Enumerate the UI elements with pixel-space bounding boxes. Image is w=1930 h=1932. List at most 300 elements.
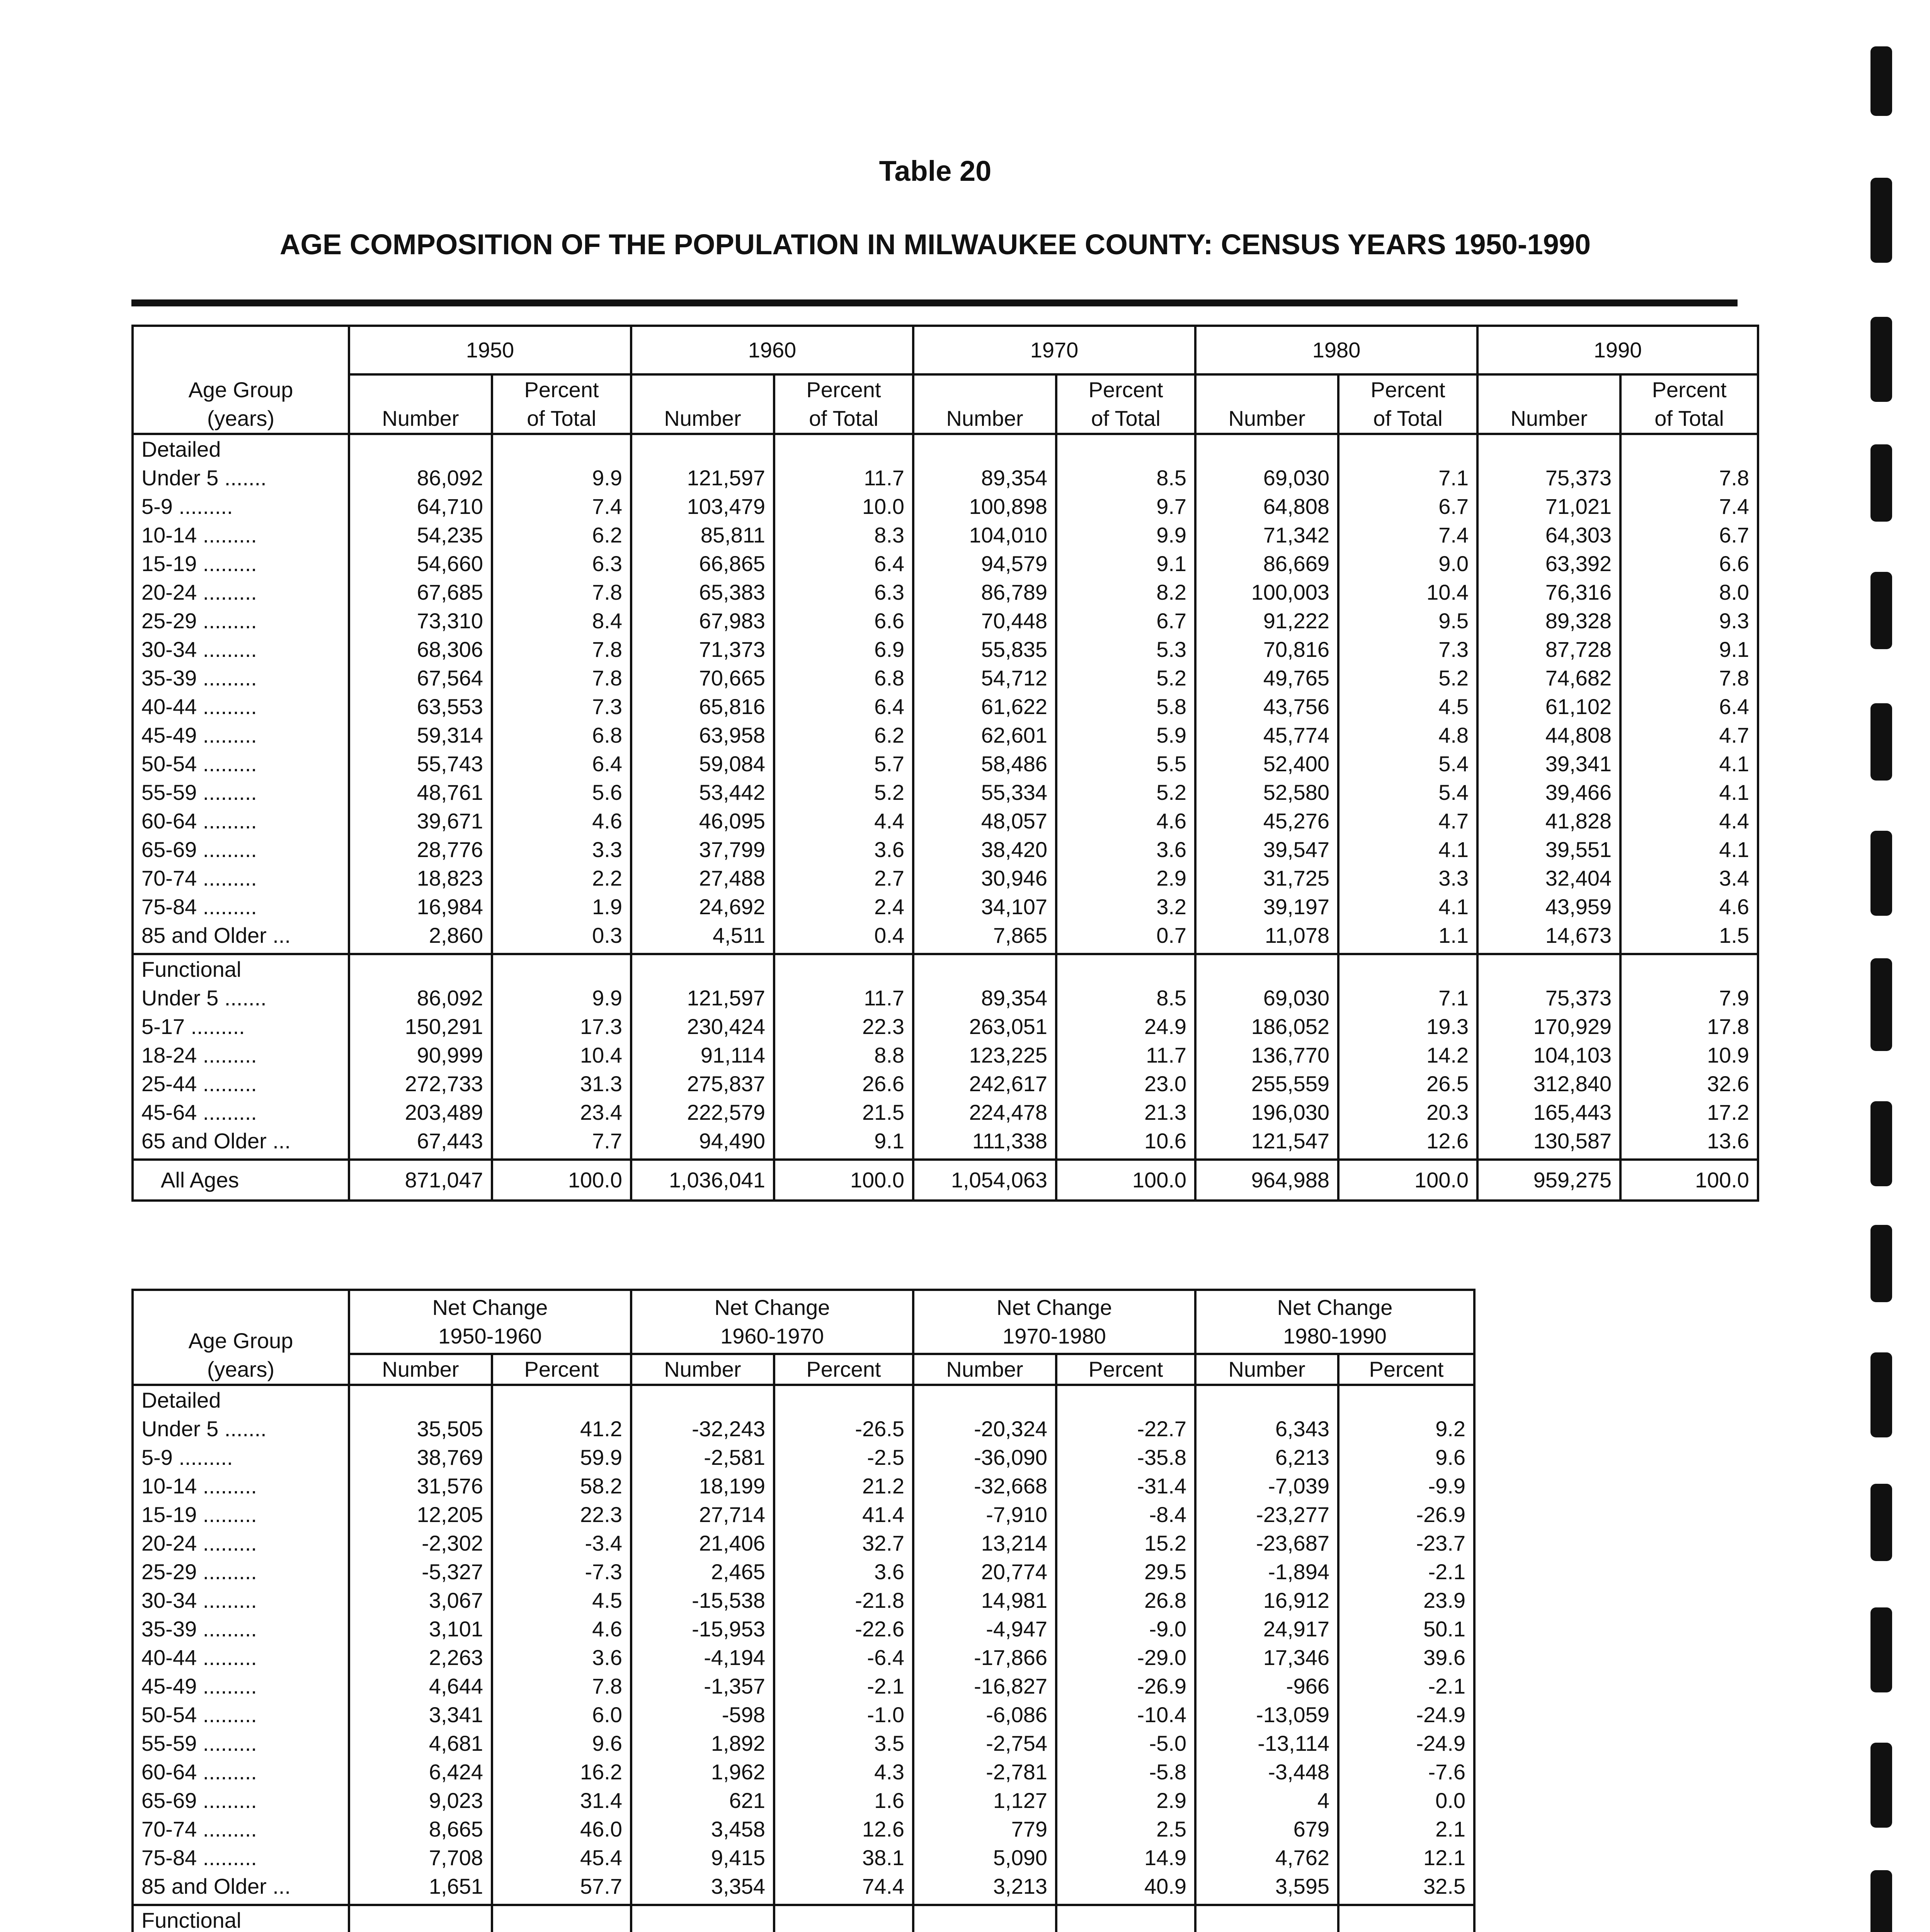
year-header: 1950 <box>349 326 631 374</box>
number-cell: -16,827 <box>913 1672 1056 1701</box>
age-group-label <box>133 1098 349 1127</box>
number-cell: 67,564 <box>349 664 492 692</box>
percent-cell: 23.9 <box>1338 1586 1474 1615</box>
age-group-label <box>133 1844 349 1872</box>
number-header: Number <box>631 1354 774 1385</box>
leader-dots: ......... <box>203 1588 257 1612</box>
number-cell: 170,929 <box>1477 1012 1620 1041</box>
number-cell: 130,587 <box>1477 1127 1620 1160</box>
age-group-name: 20-24 <box>141 580 197 604</box>
percent-cell: 19.3 <box>1338 1012 1477 1041</box>
age-group-label <box>133 635 349 664</box>
percent-cell: 7.8 <box>1620 664 1758 692</box>
percent-cell: 3.6 <box>492 1643 631 1672</box>
table-row <box>133 984 1758 1012</box>
number-header: Number <box>349 374 492 434</box>
percent-cell: 4.6 <box>492 1615 631 1643</box>
leader-dots: ......... <box>203 1674 257 1698</box>
number-cell: 136,770 <box>1195 1041 1338 1070</box>
percent-cell: -23.7 <box>1338 1529 1474 1558</box>
leader-dots: ......... <box>203 866 257 890</box>
percent-cell: 6.8 <box>774 664 913 692</box>
leader-dots: ....... <box>224 986 267 1010</box>
percent-cell: 9.2 <box>1338 1415 1474 1443</box>
percent-cell: 6.4 <box>1620 692 1758 721</box>
percent-cell: 5.2 <box>1056 664 1195 692</box>
table-row <box>133 1098 1758 1127</box>
age-group-name: 45-49 <box>141 1674 197 1698</box>
percent-cell: -10.4 <box>1056 1701 1195 1729</box>
number-cell: 94,490 <box>631 1127 774 1160</box>
leader-dots: ......... <box>203 523 257 547</box>
section-label-row <box>133 954 1758 984</box>
percent-cell: -7.3 <box>492 1558 631 1586</box>
age-group-label <box>133 1558 349 1586</box>
percent-cell: 6.7 <box>1056 607 1195 635</box>
percent-cell: 7.3 <box>492 692 631 721</box>
number-cell: 37,799 <box>631 835 774 864</box>
percent-cell: 9.9 <box>1056 521 1195 549</box>
net-change-title: Net Change <box>432 1295 548 1320</box>
number-cell: 679 <box>1195 1815 1338 1844</box>
number-cell: 31,576 <box>349 1472 492 1500</box>
age-group-name: 70-74 <box>141 1817 197 1841</box>
number-cell: 45,774 <box>1195 721 1338 750</box>
percent-header: Percent <box>492 1354 631 1385</box>
percent-cell: 7.8 <box>492 1672 631 1701</box>
percent-cell: 0.0 <box>1338 1786 1474 1815</box>
number-cell: 64,303 <box>1477 521 1620 549</box>
age-group-label <box>133 1415 349 1443</box>
percent-cell: -9.9 <box>1338 1472 1474 1500</box>
percent-cell: 4.1 <box>1620 778 1758 807</box>
number-cell: -4,947 <box>913 1615 1056 1643</box>
number-cell: 62,601 <box>913 721 1056 750</box>
percent-cell: 6.4 <box>492 750 631 778</box>
age-group-label <box>133 807 349 835</box>
leader-dots: ......... <box>203 1645 257 1670</box>
empty-cell <box>1056 1385 1195 1415</box>
leader-dots: ....... <box>224 1417 267 1441</box>
number-cell: 43,959 <box>1477 893 1620 921</box>
table-row <box>133 1786 1474 1815</box>
table-row <box>133 1529 1474 1558</box>
percent-cell: -6.4 <box>774 1643 913 1672</box>
percent-header-line: Percent <box>806 378 881 402</box>
number-cell: 2,263 <box>349 1643 492 1672</box>
percent-cell: -26.9 <box>1056 1672 1195 1701</box>
age-group-label <box>133 893 349 921</box>
percent-cell: 5.9 <box>1056 721 1195 750</box>
number-cell: 55,743 <box>349 750 492 778</box>
number-cell: 14,673 <box>1477 921 1620 954</box>
net-change-header <box>1195 1290 1474 1354</box>
percent-cell: 6.6 <box>774 607 913 635</box>
percent-cell: 17.8 <box>1620 1012 1758 1041</box>
empty-cell <box>913 1385 1056 1415</box>
age-group-label <box>133 921 349 954</box>
empty-cell <box>631 1385 774 1415</box>
number-cell: 275,837 <box>631 1070 774 1098</box>
number-cell: 121,547 <box>1195 1127 1338 1160</box>
number-header: Number <box>349 1354 492 1385</box>
number-cell: -4,194 <box>631 1643 774 1672</box>
number-cell: 61,622 <box>913 692 1056 721</box>
empty-cell <box>1195 1385 1338 1415</box>
leader-dots: ......... <box>203 1617 257 1641</box>
table-row <box>133 750 1758 778</box>
net-change-table <box>131 1289 1476 1932</box>
number-cell: 65,816 <box>631 692 774 721</box>
number-cell: 3,458 <box>631 1815 774 1844</box>
total-number-cell: 959,275 <box>1477 1160 1620 1201</box>
leader-dots: ......... <box>203 1731 257 1755</box>
percent-cell: 5.2 <box>1338 664 1477 692</box>
percent-cell: 5.2 <box>1056 778 1195 807</box>
percent-header: Percent <box>774 1354 913 1385</box>
percent-cell: -22.7 <box>1056 1415 1195 1443</box>
percent-cell: 5.4 <box>1338 778 1477 807</box>
title-rule <box>131 299 1738 306</box>
empty-cell <box>1477 954 1620 984</box>
percent-cell: 17.2 <box>1620 1098 1758 1127</box>
percent-header-line: of Total <box>527 406 596 430</box>
number-cell: 41,828 <box>1477 807 1620 835</box>
number-cell: 779 <box>913 1815 1056 1844</box>
percent-cell: 4.5 <box>1338 692 1477 721</box>
leader-dots: ......... <box>203 837 257 862</box>
percent-cell: -3.4 <box>492 1529 631 1558</box>
percent-cell: 9.1 <box>1620 635 1758 664</box>
total-number-cell: 871,047 <box>349 1160 492 1201</box>
number-cell: 18,199 <box>631 1472 774 1500</box>
percent-cell: 6.2 <box>492 521 631 549</box>
age-group-name: 10-14 <box>141 523 197 547</box>
year-header: 1980 <box>1195 326 1477 374</box>
age-group-name: 50-54 <box>141 752 197 776</box>
section-detailed <box>133 1385 1474 1905</box>
percent-cell: 16.2 <box>492 1758 631 1786</box>
leader-dots: ......... <box>191 1014 245 1039</box>
age-group-label <box>133 1127 349 1160</box>
percent-cell: 4.7 <box>1620 721 1758 750</box>
percent-cell: 5.4 <box>1338 750 1477 778</box>
number-cell: 55,334 <box>913 778 1056 807</box>
percent-cell: 7.8 <box>492 664 631 692</box>
percent-cell: 6.2 <box>774 721 913 750</box>
percent-header-line: Percent <box>1652 378 1727 402</box>
number-cell: 32,404 <box>1477 864 1620 893</box>
age-group-label <box>133 1701 349 1729</box>
number-cell: 53,442 <box>631 778 774 807</box>
age-group-label <box>133 1672 349 1701</box>
net-change-header <box>349 1290 631 1354</box>
number-cell: 48,057 <box>913 807 1056 835</box>
percent-cell: 9.3 <box>1620 607 1758 635</box>
percent-cell: -24.9 <box>1338 1701 1474 1729</box>
percent-header-line: Percent <box>1370 378 1445 402</box>
percent-cell: -2.1 <box>1338 1558 1474 1586</box>
age-group-name: 25-29 <box>141 609 197 633</box>
empty-cell <box>1195 434 1338 464</box>
percent-cell: -21.8 <box>774 1586 913 1615</box>
number-cell: 16,984 <box>349 893 492 921</box>
age-group-name: 5-17 <box>141 1014 185 1039</box>
empty-cell <box>349 434 492 464</box>
percent-cell: 5.8 <box>1056 692 1195 721</box>
percent-cell: 21.5 <box>774 1098 913 1127</box>
number-cell: 94,579 <box>913 549 1056 578</box>
percent-cell: 8.2 <box>1056 578 1195 607</box>
table-row <box>133 1844 1474 1872</box>
empty-cell <box>774 1905 913 1932</box>
percent-cell: -2.1 <box>1338 1672 1474 1701</box>
age-group-name: 30-34 <box>141 637 197 662</box>
leader-dots: ......... <box>203 1474 257 1498</box>
age-group-name: 65 and Older <box>141 1129 267 1153</box>
number-cell: 272,733 <box>349 1070 492 1098</box>
total-label: All Ages <box>133 1160 349 1201</box>
age-group-name: 70-74 <box>141 866 197 890</box>
percent-cell: -22.6 <box>774 1615 913 1643</box>
percent-cell: 6.6 <box>1620 549 1758 578</box>
number-cell: 89,354 <box>913 984 1056 1012</box>
leader-dots: ......... <box>203 666 257 690</box>
number-cell: 312,840 <box>1477 1070 1620 1098</box>
number-cell: -966 <box>1195 1672 1338 1701</box>
number-cell: 39,551 <box>1477 835 1620 864</box>
age-group-header <box>133 326 349 434</box>
table-row <box>133 607 1758 635</box>
empty-cell <box>492 954 631 984</box>
number-cell: 63,958 <box>631 721 774 750</box>
number-cell: 85,811 <box>631 521 774 549</box>
percent-cell: -8.4 <box>1056 1500 1195 1529</box>
percent-cell: 1.1 <box>1338 921 1477 954</box>
percent-cell: 6.7 <box>1338 492 1477 521</box>
leader-dots: ......... <box>203 1788 257 1813</box>
age-group-header-line: Age Group <box>188 378 293 402</box>
number-cell: 1,127 <box>913 1786 1056 1815</box>
empty-cell <box>1338 434 1477 464</box>
age-group-name: 45-49 <box>141 723 197 747</box>
age-group-label <box>133 1500 349 1529</box>
percent-cell: 32.7 <box>774 1529 913 1558</box>
net-change-period: 1980-1990 <box>1283 1324 1387 1348</box>
empty-cell <box>492 1905 631 1932</box>
number-cell: 48,761 <box>349 778 492 807</box>
number-cell: 123,225 <box>913 1041 1056 1070</box>
percent-cell: 6.3 <box>492 549 631 578</box>
number-cell: 91,114 <box>631 1041 774 1070</box>
leader-dots: ....... <box>224 466 267 490</box>
empty-cell <box>631 1905 774 1932</box>
percent-cell: 5.7 <box>774 750 913 778</box>
percent-cell: 8.4 <box>492 607 631 635</box>
age-group-name: 45-64 <box>141 1100 197 1124</box>
percent-cell: 3.6 <box>774 1558 913 1586</box>
percent-of-total-header <box>1338 374 1477 434</box>
age-group-header-line: (years) <box>207 406 275 430</box>
net-change-title: Net Change <box>714 1295 830 1320</box>
number-cell: -2,302 <box>349 1529 492 1558</box>
table-row <box>133 578 1758 607</box>
age-group-label <box>133 1070 349 1098</box>
number-cell: 20,774 <box>913 1558 1056 1586</box>
table-row <box>133 1472 1474 1500</box>
number-cell: 44,808 <box>1477 721 1620 750</box>
percent-cell: 41.2 <box>492 1415 631 1443</box>
number-cell: 86,092 <box>349 464 492 492</box>
age-composition-table <box>131 325 1759 1202</box>
percent-cell: 3.5 <box>774 1729 913 1758</box>
leader-dots: ......... <box>203 752 257 776</box>
number-cell: 104,103 <box>1477 1041 1620 1070</box>
number-cell: 89,328 <box>1477 607 1620 635</box>
percent-of-total-header <box>1056 374 1195 434</box>
percent-cell: 4.1 <box>1338 835 1477 864</box>
percent-cell: 10.4 <box>1338 578 1477 607</box>
age-group-label <box>133 1815 349 1844</box>
total-number-cell: 964,988 <box>1195 1160 1338 1201</box>
percent-cell: 3.6 <box>1056 835 1195 864</box>
percent-cell: 45.4 <box>492 1844 631 1872</box>
percent-cell: 5.6 <box>492 778 631 807</box>
leader-dots: ......... <box>203 1502 257 1527</box>
percent-cell: 4.4 <box>774 807 913 835</box>
number-cell: 90,999 <box>349 1041 492 1070</box>
percent-cell: 4.3 <box>774 1758 913 1786</box>
number-cell: 38,769 <box>349 1443 492 1472</box>
number-cell: 242,617 <box>913 1070 1056 1098</box>
age-group-header-line: Age Group <box>188 1328 293 1353</box>
number-cell: 121,597 <box>631 464 774 492</box>
table-row <box>133 664 1758 692</box>
number-cell: 63,392 <box>1477 549 1620 578</box>
percent-cell: -2.5 <box>774 1443 913 1472</box>
number-cell: 27,714 <box>631 1500 774 1529</box>
number-cell: 100,898 <box>913 492 1056 521</box>
number-cell: 70,816 <box>1195 635 1338 664</box>
empty-cell <box>349 1905 492 1932</box>
section-label: Detailed <box>133 434 349 464</box>
section-functional <box>133 954 1758 1160</box>
percent-cell: 10.4 <box>492 1041 631 1070</box>
age-group-name: 35-39 <box>141 1617 197 1641</box>
period-header-row <box>133 1290 1474 1354</box>
percent-cell: 2.2 <box>492 864 631 893</box>
percent-cell: 14.9 <box>1056 1844 1195 1872</box>
leader-dots: ......... <box>203 609 257 633</box>
percent-cell: 5.2 <box>774 778 913 807</box>
percent-cell: 46.0 <box>492 1815 631 1844</box>
age-group-label <box>133 1729 349 1758</box>
age-group-name: 75-84 <box>141 895 197 919</box>
number-header: Number <box>913 374 1056 434</box>
percent-cell: 4.1 <box>1338 893 1477 921</box>
table-row <box>133 1558 1474 1586</box>
number-cell: 3,101 <box>349 1615 492 1643</box>
percent-cell: 22.3 <box>774 1012 913 1041</box>
table-row <box>133 521 1758 549</box>
number-cell: -2,581 <box>631 1443 774 1472</box>
number-cell: 71,373 <box>631 635 774 664</box>
number-cell: -7,910 <box>913 1500 1056 1529</box>
leader-dots: ... <box>272 1129 291 1153</box>
number-cell: 35,505 <box>349 1415 492 1443</box>
age-group-name: 50-54 <box>141 1702 197 1727</box>
leader-dots: ......... <box>203 1100 257 1124</box>
percent-cell: 2.1 <box>1338 1815 1474 1844</box>
number-cell: 203,489 <box>349 1098 492 1127</box>
percent-cell: 32.6 <box>1620 1070 1758 1098</box>
age-group-label <box>133 1872 349 1905</box>
number-cell: 100,003 <box>1195 578 1338 607</box>
number-cell: 58,486 <box>913 750 1056 778</box>
number-cell: 27,488 <box>631 864 774 893</box>
age-group-label <box>133 607 349 635</box>
number-cell: 69,030 <box>1195 464 1338 492</box>
empty-cell <box>1620 954 1758 984</box>
percent-cell: 14.2 <box>1338 1041 1477 1070</box>
table-row <box>133 1500 1474 1529</box>
age-group-label <box>133 864 349 893</box>
empty-cell <box>774 1385 913 1415</box>
age-group-name: Under 5 <box>141 1417 219 1441</box>
subheader-row <box>133 374 1758 434</box>
percent-cell: 9.1 <box>1056 549 1195 578</box>
percent-cell: 7.3 <box>1338 635 1477 664</box>
number-cell: 121,597 <box>631 984 774 1012</box>
percent-cell: 9.9 <box>492 984 631 1012</box>
number-cell: 165,443 <box>1477 1098 1620 1127</box>
number-cell: 75,373 <box>1477 984 1620 1012</box>
number-cell: 1,651 <box>349 1872 492 1905</box>
empty-cell <box>1338 1385 1474 1415</box>
age-group-label <box>133 1586 349 1615</box>
age-group-name: 5-9 <box>141 1445 173 1469</box>
age-group-name: 65-69 <box>141 1788 197 1813</box>
number-cell: 67,983 <box>631 607 774 635</box>
number-cell: 3,595 <box>1195 1872 1338 1905</box>
table-row <box>133 1070 1758 1098</box>
age-group-name: Under 5 <box>141 986 219 1010</box>
number-cell: 70,448 <box>913 607 1056 635</box>
number-cell: -6,086 <box>913 1701 1056 1729</box>
age-group-name: 75-84 <box>141 1845 197 1870</box>
number-cell: 64,710 <box>349 492 492 521</box>
empty-cell <box>1056 954 1195 984</box>
age-group-name: 85 and Older <box>141 1874 267 1898</box>
percent-cell: 8.8 <box>774 1041 913 1070</box>
year-header-row <box>133 326 1758 374</box>
net-change-header <box>913 1290 1195 1354</box>
number-cell: 67,443 <box>349 1127 492 1160</box>
leader-dots: ......... <box>203 1043 257 1067</box>
number-cell: 65,383 <box>631 578 774 607</box>
percent-cell: 10.9 <box>1620 1041 1758 1070</box>
net-change-period: 1950-1960 <box>438 1324 542 1348</box>
number-cell: 54,712 <box>913 664 1056 692</box>
table-row <box>133 1672 1474 1701</box>
percent-cell: -5.8 <box>1056 1758 1195 1786</box>
number-cell: 3,341 <box>349 1701 492 1729</box>
number-cell: 73,310 <box>349 607 492 635</box>
percent-cell: 12.6 <box>1338 1127 1477 1160</box>
number-cell: 71,342 <box>1195 521 1338 549</box>
percent-cell: 7.4 <box>1338 521 1477 549</box>
number-cell: 1,892 <box>631 1729 774 1758</box>
